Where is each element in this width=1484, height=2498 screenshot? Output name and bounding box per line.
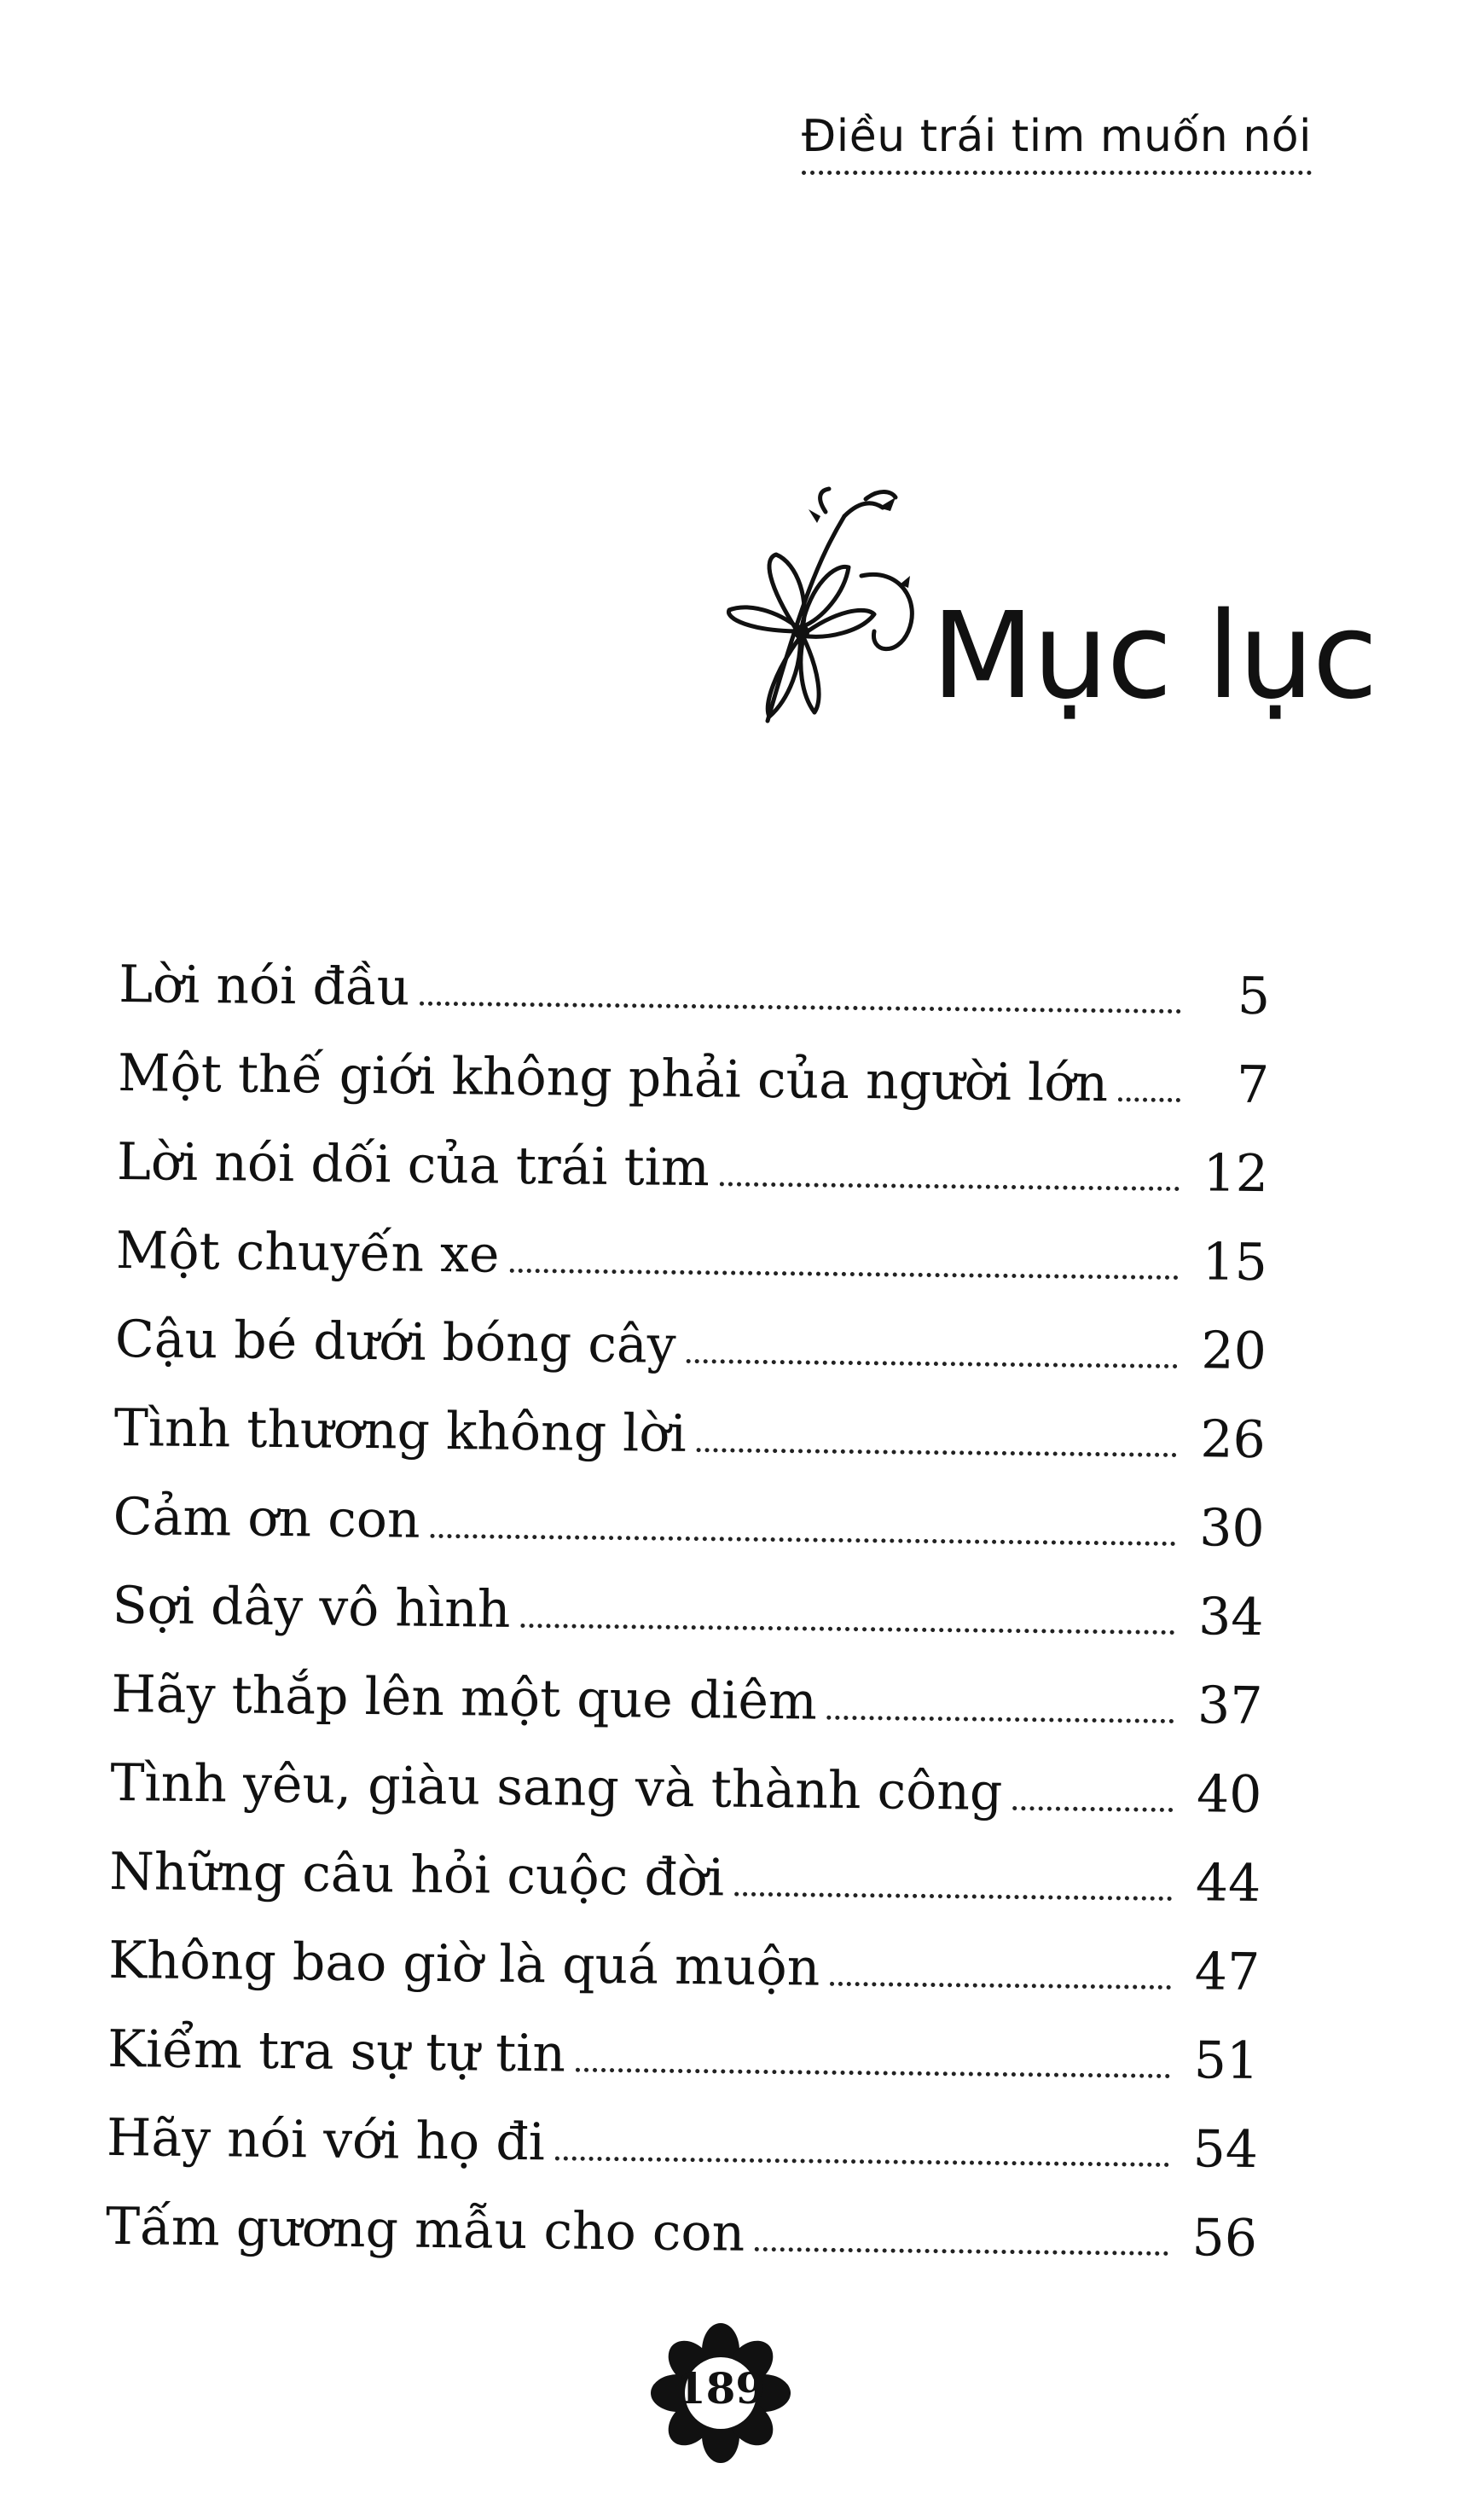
toc-entry-page: 44 — [1195, 1853, 1261, 1914]
table-of-contents — [106, 926, 1271, 2269]
toc-dot-leader — [1118, 1097, 1180, 1102]
toc-entry-title: Cậu bé dưới bóng cây — [114, 1309, 677, 1375]
toc-entry — [107, 2079, 1259, 2180]
toc-entry-title: Những câu hỏi cuộc đời — [109, 1841, 725, 1908]
toc-entry — [115, 1281, 1267, 1381]
toc-entry-title: Tình thương không lời — [113, 1397, 687, 1464]
toc-entry — [117, 1103, 1269, 1204]
toc-entry-page: 47 — [1194, 1942, 1261, 2003]
toc-dot-leader — [686, 1359, 1177, 1368]
toc-entry-page: 56 — [1191, 2208, 1258, 2269]
toc-entry — [107, 1990, 1260, 2091]
toc-dot-leader — [697, 1448, 1177, 1457]
toc-entry-page: 51 — [1193, 2030, 1260, 2092]
toc-entry-title: Hãy thắp lên một que diêm — [111, 1664, 818, 1732]
toc-dot-leader — [734, 1892, 1172, 1901]
toc-entry — [116, 1192, 1268, 1293]
toc-entry-page: 5 — [1237, 966, 1271, 1027]
toc-entry — [119, 926, 1271, 1026]
toc-entry — [106, 2168, 1258, 2269]
toc-entry-page: 34 — [1197, 1587, 1264, 1648]
running-header: Điều trái tim muốn nói — [802, 111, 1312, 175]
toc-entry-page: 15 — [1202, 1232, 1268, 1293]
toc-entry-title: Sợi dây vô hình — [112, 1575, 511, 1640]
toc-entry — [118, 1014, 1270, 1115]
toc-entry-title: Không bao giờ là quá muộn — [107, 1930, 820, 1998]
toc-entry-page: 20 — [1201, 1321, 1267, 1382]
toc-entry-page: 30 — [1198, 1498, 1266, 1560]
toc-entry — [110, 1724, 1262, 1825]
toc-dot-leader — [1012, 1806, 1173, 1812]
toc-entry — [113, 1369, 1266, 1470]
toc-entry-title: Hãy nói với họ đi — [106, 2107, 546, 2173]
toc-dot-leader — [520, 1624, 1174, 1635]
toc-dot-leader — [555, 2156, 1169, 2167]
toc-entry-title: Một chuyến xe — [115, 1220, 500, 1285]
toc-entry-page: 12 — [1203, 1143, 1269, 1205]
toc-entry-page: 37 — [1197, 1676, 1263, 1737]
toc-dot-leader — [420, 1002, 1181, 1014]
toc-dot-leader — [430, 1534, 1175, 1546]
toc-entry-title: Kiểm tra sự tự tin — [107, 2019, 566, 2084]
toc-dot-leader — [827, 1716, 1174, 1723]
toc-entry — [113, 1458, 1265, 1559]
toc-entry — [111, 1635, 1263, 1736]
toc-entry-title: Tấm gương mẫu cho con — [105, 2196, 745, 2263]
toc-entry — [112, 1547, 1264, 1647]
toc-entry — [108, 1902, 1261, 2002]
toc-entry-title: Lời nói dối của trái tim — [116, 1131, 710, 1199]
toc-entry — [109, 1813, 1261, 1914]
toc-entry-title: Một thế giới không phải của người lớn — [117, 1043, 1109, 1114]
toc-entry-page: 26 — [1200, 1409, 1267, 1471]
toc-entry-page: 7 — [1236, 1054, 1270, 1116]
toc-entry-title: Tình yêu, giàu sang và thành công — [110, 1752, 1003, 1822]
toc-dot-leader — [576, 2068, 1170, 2078]
page-title: Mục lục — [931, 587, 1377, 726]
page-number: 189 — [675, 2363, 766, 2414]
toc-dot-leader — [755, 2247, 1168, 2256]
toc-dot-leader — [830, 1982, 1171, 1990]
toc-entry-title: Cảm ơn con — [113, 1486, 420, 1550]
toc-dot-leader — [509, 1269, 1178, 1280]
toc-entry-title: Lời nói đầu — [118, 954, 410, 1018]
flower-ornament-icon — [716, 482, 930, 738]
toc-dot-leader — [720, 1182, 1180, 1191]
toc-entry-page: 54 — [1192, 2119, 1259, 2181]
toc-entry-page: 40 — [1196, 1764, 1262, 1826]
